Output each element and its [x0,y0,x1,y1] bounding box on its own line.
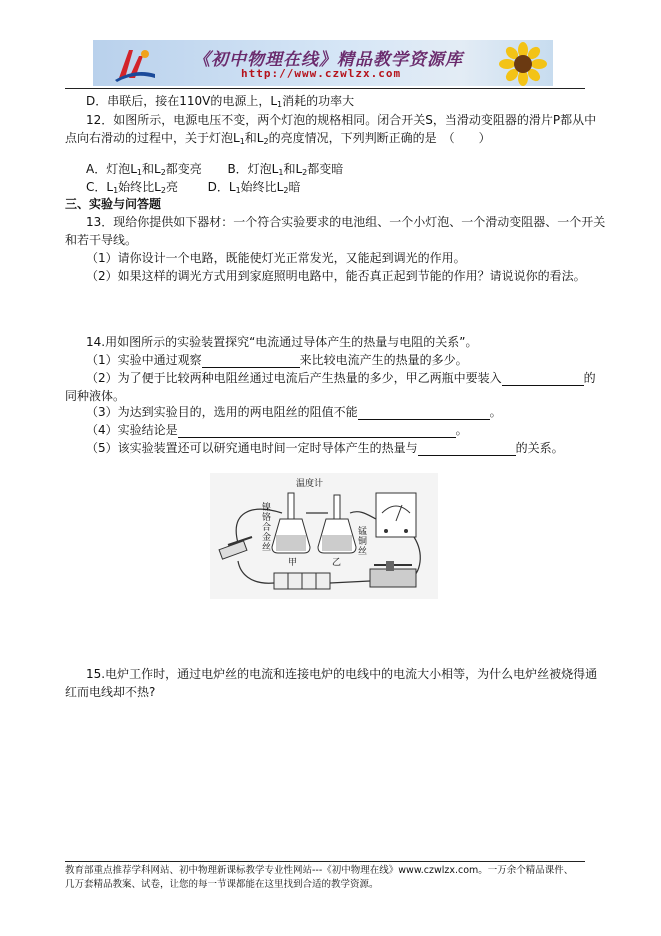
answer-blank-5[interactable] [418,443,516,456]
q14-part1: （1）实验中通过观察 来比较电流产生的热量的多少。 [86,353,468,367]
q12-option-b: B．灯泡$L_1$和$L_2$都变暗 [227,162,344,177]
circuit-diagram [210,473,438,599]
q14-part2-cont: 同种液体。 [65,389,126,403]
rheostat-icon [370,561,416,587]
q14-part4: （4）实验结论是 。 [86,423,468,437]
battery-icon [274,573,330,589]
footer-line2: 几万套精品教案、试卷，让您的每一节课都能在这里找到合适的教学资源。 [65,879,379,890]
q12-options-ab [86,161,343,181]
q13-line1: 13．现给你提供如下器材：一个符合实验要求的电池组、一个小灯泡、一个滑动变阻器、一个开关 [86,215,606,229]
banner-url[interactable]: http://www.czwlzx.com [241,67,402,80]
left-wire-label: 镍铬合金丝 [262,503,272,553]
jar-b-label: 乙 [332,558,342,568]
banner-title: 《初中物理在线》精品教学资源库 [193,50,463,70]
q12-option-a: A．灯泡$L_1$和$L_2$都变亮 [86,162,202,177]
section-heading: 三、实验与问答题 [65,197,162,211]
sunflower-icon [495,42,551,86]
q14-line1: 14.用如图所示的实验装置探究“电流通过导体产生的热量与电阻的关系”。 [86,335,478,349]
answer-blank-1[interactable] [202,355,300,368]
logo-icon [113,44,157,84]
q15-line2: 红而电线却不热? [65,685,156,699]
answer-blank-3[interactable] [358,407,490,420]
q11-option-d: D．串联后，接在110V的电源上，$L_1$消耗的功率大 [86,94,355,109]
header-banner [93,40,553,86]
answer-blank-2[interactable] [502,373,584,386]
answer-blank-4[interactable] [178,425,456,438]
q12-line1: 12．如图所示，电源电压不变，两个灯泡的规格相同。闭合开关S，当滑动变阻器的滑片P都从中 [86,113,597,127]
header-rule [65,88,585,89]
q13-part2: （2）如果这样的调光方式用到家庭照明电路中，能否真正起到节能的作用？请说说你的看法。 [86,269,586,283]
q12-option-c: C．$L_1$始终比$L_2$亮 [86,180,178,195]
footer-line1: 教育部重点推荐学科网站、初中物理新课标教学专业性网站---《初中物理在线》www.czwlzx.com。一万余个精品课件、 [65,865,574,876]
experiment-figure [210,473,438,599]
thermometer-label: 温度计 [296,479,324,489]
q12-line2: 点向右滑动的过程中，关于灯泡$L_1$和$L_2$的亮度情况，下列判断正确的是 （ ） [65,131,491,146]
right-wire-label: 锰铜丝 [358,527,368,557]
q14-part5: （5）该实验装置还可以研究通电时间一定时导体产生的热量与 的关系。 [86,441,564,455]
q13-part1: （1）请你设计一个电路，既能使灯光正常发光，又能起到调光的作用。 [86,251,466,265]
ammeter-icon [376,493,416,537]
q13-line2: 和若干导线。 [65,233,138,247]
q14-part2: （2）为了便于比较两种电阻丝通过电流后产生热量的多少，甲乙两瓶中要装入 的 [86,371,596,385]
footer-rule [65,861,585,862]
q14-part3: （3）为达到实验目的，选用的两电阻丝的阻值不能 。 [86,405,502,419]
q12-option-d: D．$L_1$始终比$L_2$暗 [207,180,301,195]
jar-a-label: 甲 [288,558,298,568]
q15-line1: 15.电炉工作时，通过电炉丝的电流和连接电炉的电线中的电流大小相等，为什么电炉丝被烧得通 [86,667,598,681]
